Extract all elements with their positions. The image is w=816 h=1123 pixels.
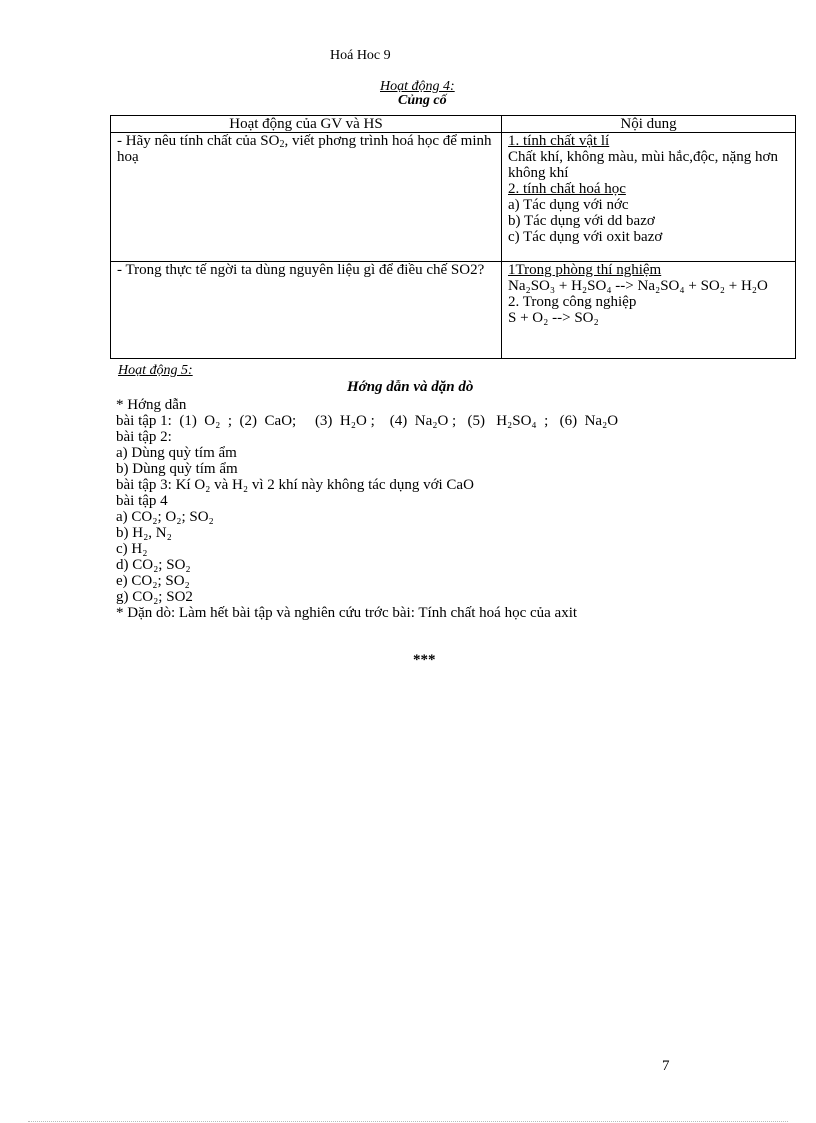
guide-section <box>116 397 618 621</box>
guide-line: bài tập 3: Kí O₂ và H₂ vì 2 khí này không tác dụng với CaO <box>116 477 474 493</box>
activity5-subheading: Hớng dẫn và dặn dò <box>347 379 474 395</box>
page-number: 7 <box>662 1058 670 1074</box>
guide-line: b) H₂, N₂ <box>116 525 172 541</box>
content-line: Na₂SO₃ + H₂SO₄ --> Na₂SO₄ + SO₂ + H₂O <box>508 278 768 294</box>
question-text-b: , viết phơng trình hoá học để minh hoạ <box>117 133 492 165</box>
content-line: S + O₂ --> SO₂ <box>508 310 599 326</box>
guide-line: d) CO₂; SO₂ <box>116 557 191 573</box>
col-header-activities: Hoạt động của GV và HS <box>111 116 502 133</box>
guide-line: c) H₂ <box>116 541 148 557</box>
guide-line: a) CO₂; O₂; SO₂ <box>116 509 214 525</box>
guide-line: * Hớng dẫn <box>116 397 187 413</box>
content-cell <box>502 262 796 359</box>
table-row <box>111 262 796 359</box>
guide-line: g) CO₂; SO2 <box>116 589 193 605</box>
guide-line: bài tập 1: (1) O₂ ; (2) CaO; (3) H₂O ; (4) Na₂O ; (5) H₂SO₄ ; (6) Na₂O <box>116 413 619 429</box>
content-line: 2. tính chất hoá học <box>508 181 626 197</box>
question-cell: - Trong thực tế ngời ta dùng nguyên liệu gì để điều chế SO2? <box>111 262 502 359</box>
guide-line: e) CO₂; SO₂ <box>116 573 190 589</box>
guide-line: a) Dùng quỳ tím ẩm <box>116 445 237 461</box>
content-line: 1Trong phòng thí nghiệm <box>508 262 662 278</box>
col-header-content: Nội dung <box>502 116 796 133</box>
content-line: c) Tác dụng với oxit bazơ <box>508 229 663 245</box>
content-cell <box>502 133 796 262</box>
activity-table <box>110 115 796 359</box>
page-edge-divider <box>28 1121 788 1122</box>
question-cell: - Hãy nêu tính chất của $SO_2$, viết phơng trình hoá học để minh hoạ <box>111 133 502 262</box>
activity4-subheading: Củng cố <box>398 93 447 108</box>
question-text-a: - Hãy nêu tính chất của SO <box>117 133 280 149</box>
content-line: Chất khí, không màu, mùi hắc,độc, nặng hơn không khí <box>508 149 778 181</box>
table-header-row <box>111 116 796 133</box>
content-line: b) Tác dụng với dd bazơ <box>508 213 655 229</box>
guide-line: * Dặn dò: Làm hết bài tập và nghiên cứu trớc bài: Tính chất hoá học của axit <box>116 605 578 621</box>
activity4-heading: Hoạt động 4: <box>380 79 455 94</box>
table-row <box>111 133 796 262</box>
guide-line: bài tập 2: <box>116 429 172 445</box>
guide-line: b) Dùng quỳ tím ẩm <box>116 461 238 477</box>
section-separator: *** <box>413 652 436 668</box>
header-title: Hoá Hoc 9 <box>330 48 391 63</box>
content-line: a) Tác dụng với nớc <box>508 197 629 213</box>
content-line: 2. Trong công nghiệp <box>508 294 637 310</box>
guide-line: bài tập 4 <box>116 493 168 509</box>
activity5-heading: Hoạt động 5: <box>118 363 193 378</box>
content-line: 1. tính chất vật lí <box>508 133 610 149</box>
